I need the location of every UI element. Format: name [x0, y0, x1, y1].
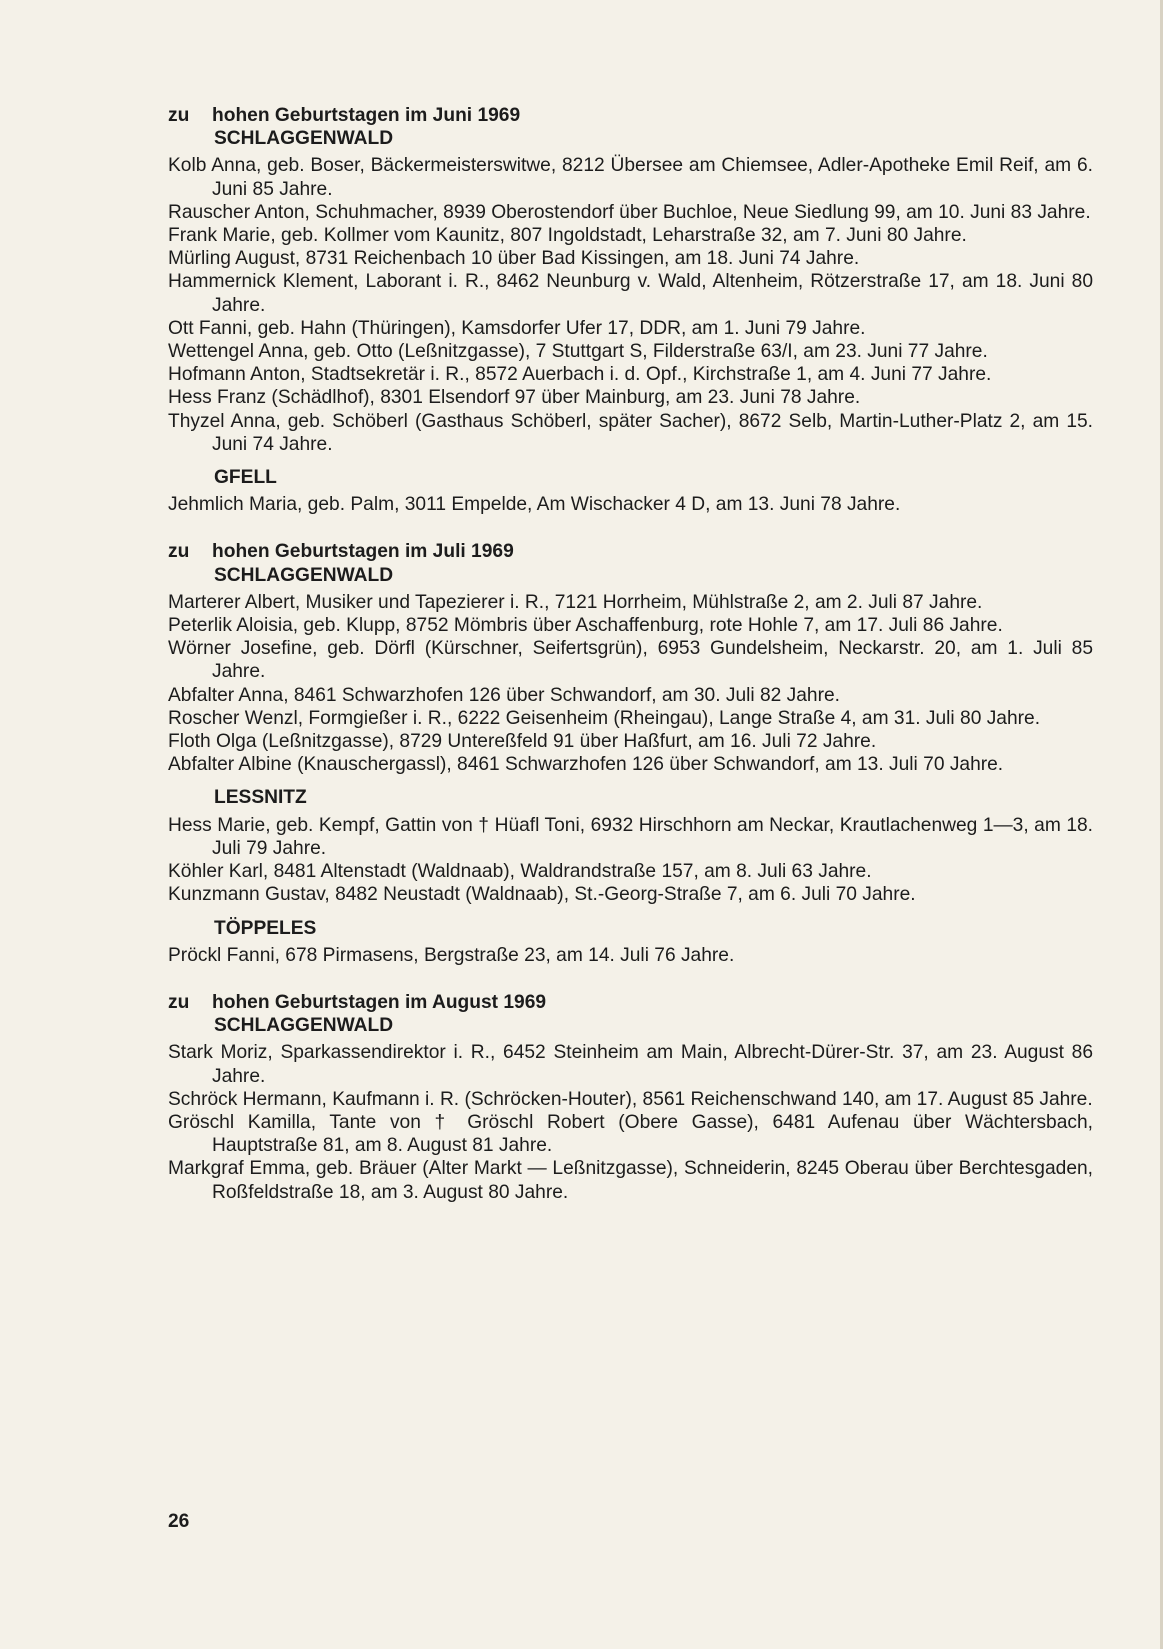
section-heading — [168, 540, 1093, 563]
birthday-entry: Abfalter Anna, 8461 Schwarzhofen 126 über Schwandorf, am 30. Juli 82 Jahre. — [168, 684, 840, 706]
place-heading: GFELL — [214, 467, 277, 489]
place-group — [168, 466, 1093, 516]
birthday-entry: Markgraf Emma, geb. Bräuer (Alter Markt — Leßnitzgasse), Schneiderin, 8245 Oberau über Berchtesgaden, Roßfeldstraße 18, am 3. August 80 Jahre. — [168, 1158, 1093, 1203]
place-group — [168, 1014, 1093, 1204]
birthday-entry: Peterlik Aloisia, geb. Klupp, 8752 Mömbris über Aschaffenburg, rote Hohle 7, am 17. Juli 86 Jahre. — [168, 615, 1003, 637]
birthday-entry: Gröschl Kamilla, Tante von † Gröschl Robert (Obere Gasse), 6481 Aufenau über Wächtersbach, Hauptstraße 81, am 8. August 81 Jahre. — [168, 1111, 1093, 1157]
birthday-entry: Hess Marie, geb. Kempf, Gattin von † Hüafl Toni, 6932 Hirschhorn am Neckar, Krautlachenweg 1—3, am 18. Juli 79 Jahre. — [168, 814, 1093, 859]
birthday-entry: Köhler Karl, 8481 Altenstadt (Waldnaab), Waldrandstraße 157, am 8. Juli 63 Jahre. — [168, 861, 872, 883]
birthday-entry: Ott Fanni, geb. Hahn (Thüringen), Kamsdorfer Ufer 17, DDR, am 1. Juni 79 Jahre. — [168, 317, 866, 339]
place-heading: SCHLAGGENWALD — [214, 564, 394, 586]
place-heading: LESSNITZ — [214, 787, 307, 809]
place-group — [168, 786, 1093, 906]
birthday-entry: Schröck Hermann, Kaufmann i. R. (Schröcken-Houter), 8561 Reichenschwand 140, am 17. August 85 Jahre. — [168, 1088, 1093, 1110]
birthday-entry: Marterer Albert, Musiker und Tapezierer i. R., 7121 Horrheim, Mühlstraße 2, am 2. Juli 87 Jahre. — [168, 591, 983, 613]
page-number: 26 — [168, 1511, 190, 1532]
heading-title: hohen Geburtstagen im Juli 1969 — [212, 541, 514, 563]
birthday-entry: Kolb Anna, geb. Boser, Bäckermeisterswitwe, 8212 Übersee am Chiemsee, Adler-Apotheke Emil Reif, am 6. Juni 85 Jahre. — [168, 155, 1093, 200]
birthday-entry: Hofmann Anton, Stadtsekretär i. R., 8572 Auerbach i. d. Opf., Kirchstraße 1, am 4. Juni 77 Jahre. — [168, 364, 992, 386]
birthday-entry: Abfalter Albine (Knauschergassl), 8461 Schwarzhofen 126 über Schwandorf, am 13. Juli 70 Jahre. — [168, 754, 1004, 776]
birthday-entry: Wörner Josefine, geb. Dörfl (Kürschner, Seifertsgrün), 6953 Gundelsheim, Neckarstr. 20, am 1. Juli 85 Jahre. — [168, 638, 1093, 683]
birthday-entry: Frank Marie, geb. Kollmer vom Kaunitz, 807 Ingoldstadt, Leharstraße 32, am 7. Juni 80 Jahre. — [168, 225, 967, 247]
heading-title: hohen Geburtstagen im August 1969 — [212, 991, 547, 1013]
place-heading: SCHLAGGENWALD — [214, 1015, 394, 1037]
place-group — [168, 127, 1093, 456]
birthday-entry: Wettengel Anna, geb. Otto (Leßnitzgasse), 7 Stuttgart S, Filderstraße 63/I, am 23. Juni 77 Jahre. — [168, 341, 988, 363]
heading-prefix: zu — [168, 541, 190, 563]
birthday-entry: Pröckl Fanni, 678 Pirmasens, Bergstraße 23, am 14. Juli 76 Jahre. — [168, 944, 735, 966]
month-section — [168, 104, 1093, 516]
birthday-entry: Jehmlich Maria, geb. Palm, 3011 Empelde, Am Wischacker 4 D, am 13. Juni 78 Jahre. — [168, 494, 901, 516]
birthday-entry: Mürling August, 8731 Reichenbach 10 über Bad Kissingen, am 18. Juni 74 Jahre. — [168, 248, 860, 270]
heading-prefix: zu — [168, 105, 190, 126]
section-heading — [168, 991, 1093, 1014]
birthday-entry: Hess Franz (Schädlhof), 8301 Elsendorf 97 über Mainburg, am 23. Juni 78 Jahre. — [168, 387, 861, 409]
heading-prefix: zu — [168, 991, 190, 1013]
month-section — [168, 540, 1093, 966]
birthday-entry: Stark Moriz, Sparkassendirektor i. R., 6452 Steinheim am Main, Albrecht-Dürer-Str. 37, am 23. August 86 Jahre. — [168, 1042, 1093, 1087]
place-group — [168, 917, 1093, 967]
birthday-entry: Rauscher Anton, Schuhmacher, 8939 Oberostendorf über Buchloe, Neue Siedlung 99, am 10. Juni 83 Jahre. — [168, 201, 1091, 223]
month-section — [168, 991, 1093, 1204]
place-heading: TÖPPELES — [214, 917, 317, 939]
heading-title: hohen Geburtstagen im Juni 1969 — [212, 105, 521, 126]
birthday-entry: Hammernick Klement, Laborant i. R., 8462 Neunburg v. Wald, Altenheim, Rötzerstraße 17, am 18. Juni 80 Jahre. — [168, 271, 1093, 316]
section-heading — [168, 104, 1093, 127]
place-heading: SCHLAGGENWALD — [214, 128, 394, 150]
birthday-entry: Kunzmann Gustav, 8482 Neustadt (Waldnaab), St.-Georg-Straße 7, am 6. Juli 70 Jahre. — [168, 884, 916, 906]
birthday-entry: Floth Olga (Leßnitzgasse), 8729 Untereßfeld 91 über Haßfurt, am 16. Juli 72 Jahre. — [168, 731, 877, 753]
birthday-entry: Roscher Wenzl, Formgießer i. R., 6222 Geisenheim (Rheingau), Lange Straße 4, am 31. Juli 80 Jahre. — [168, 707, 1041, 729]
birthday-entry: Thyzel Anna, geb. Schöberl (Gasthaus Schöberl, später Sacher), 8672 Selb, Martin-Luther-Platz 2, am 15. Juni 74 Jahre. — [168, 410, 1093, 455]
page-content — [168, 104, 1093, 1204]
place-group — [168, 564, 1093, 777]
